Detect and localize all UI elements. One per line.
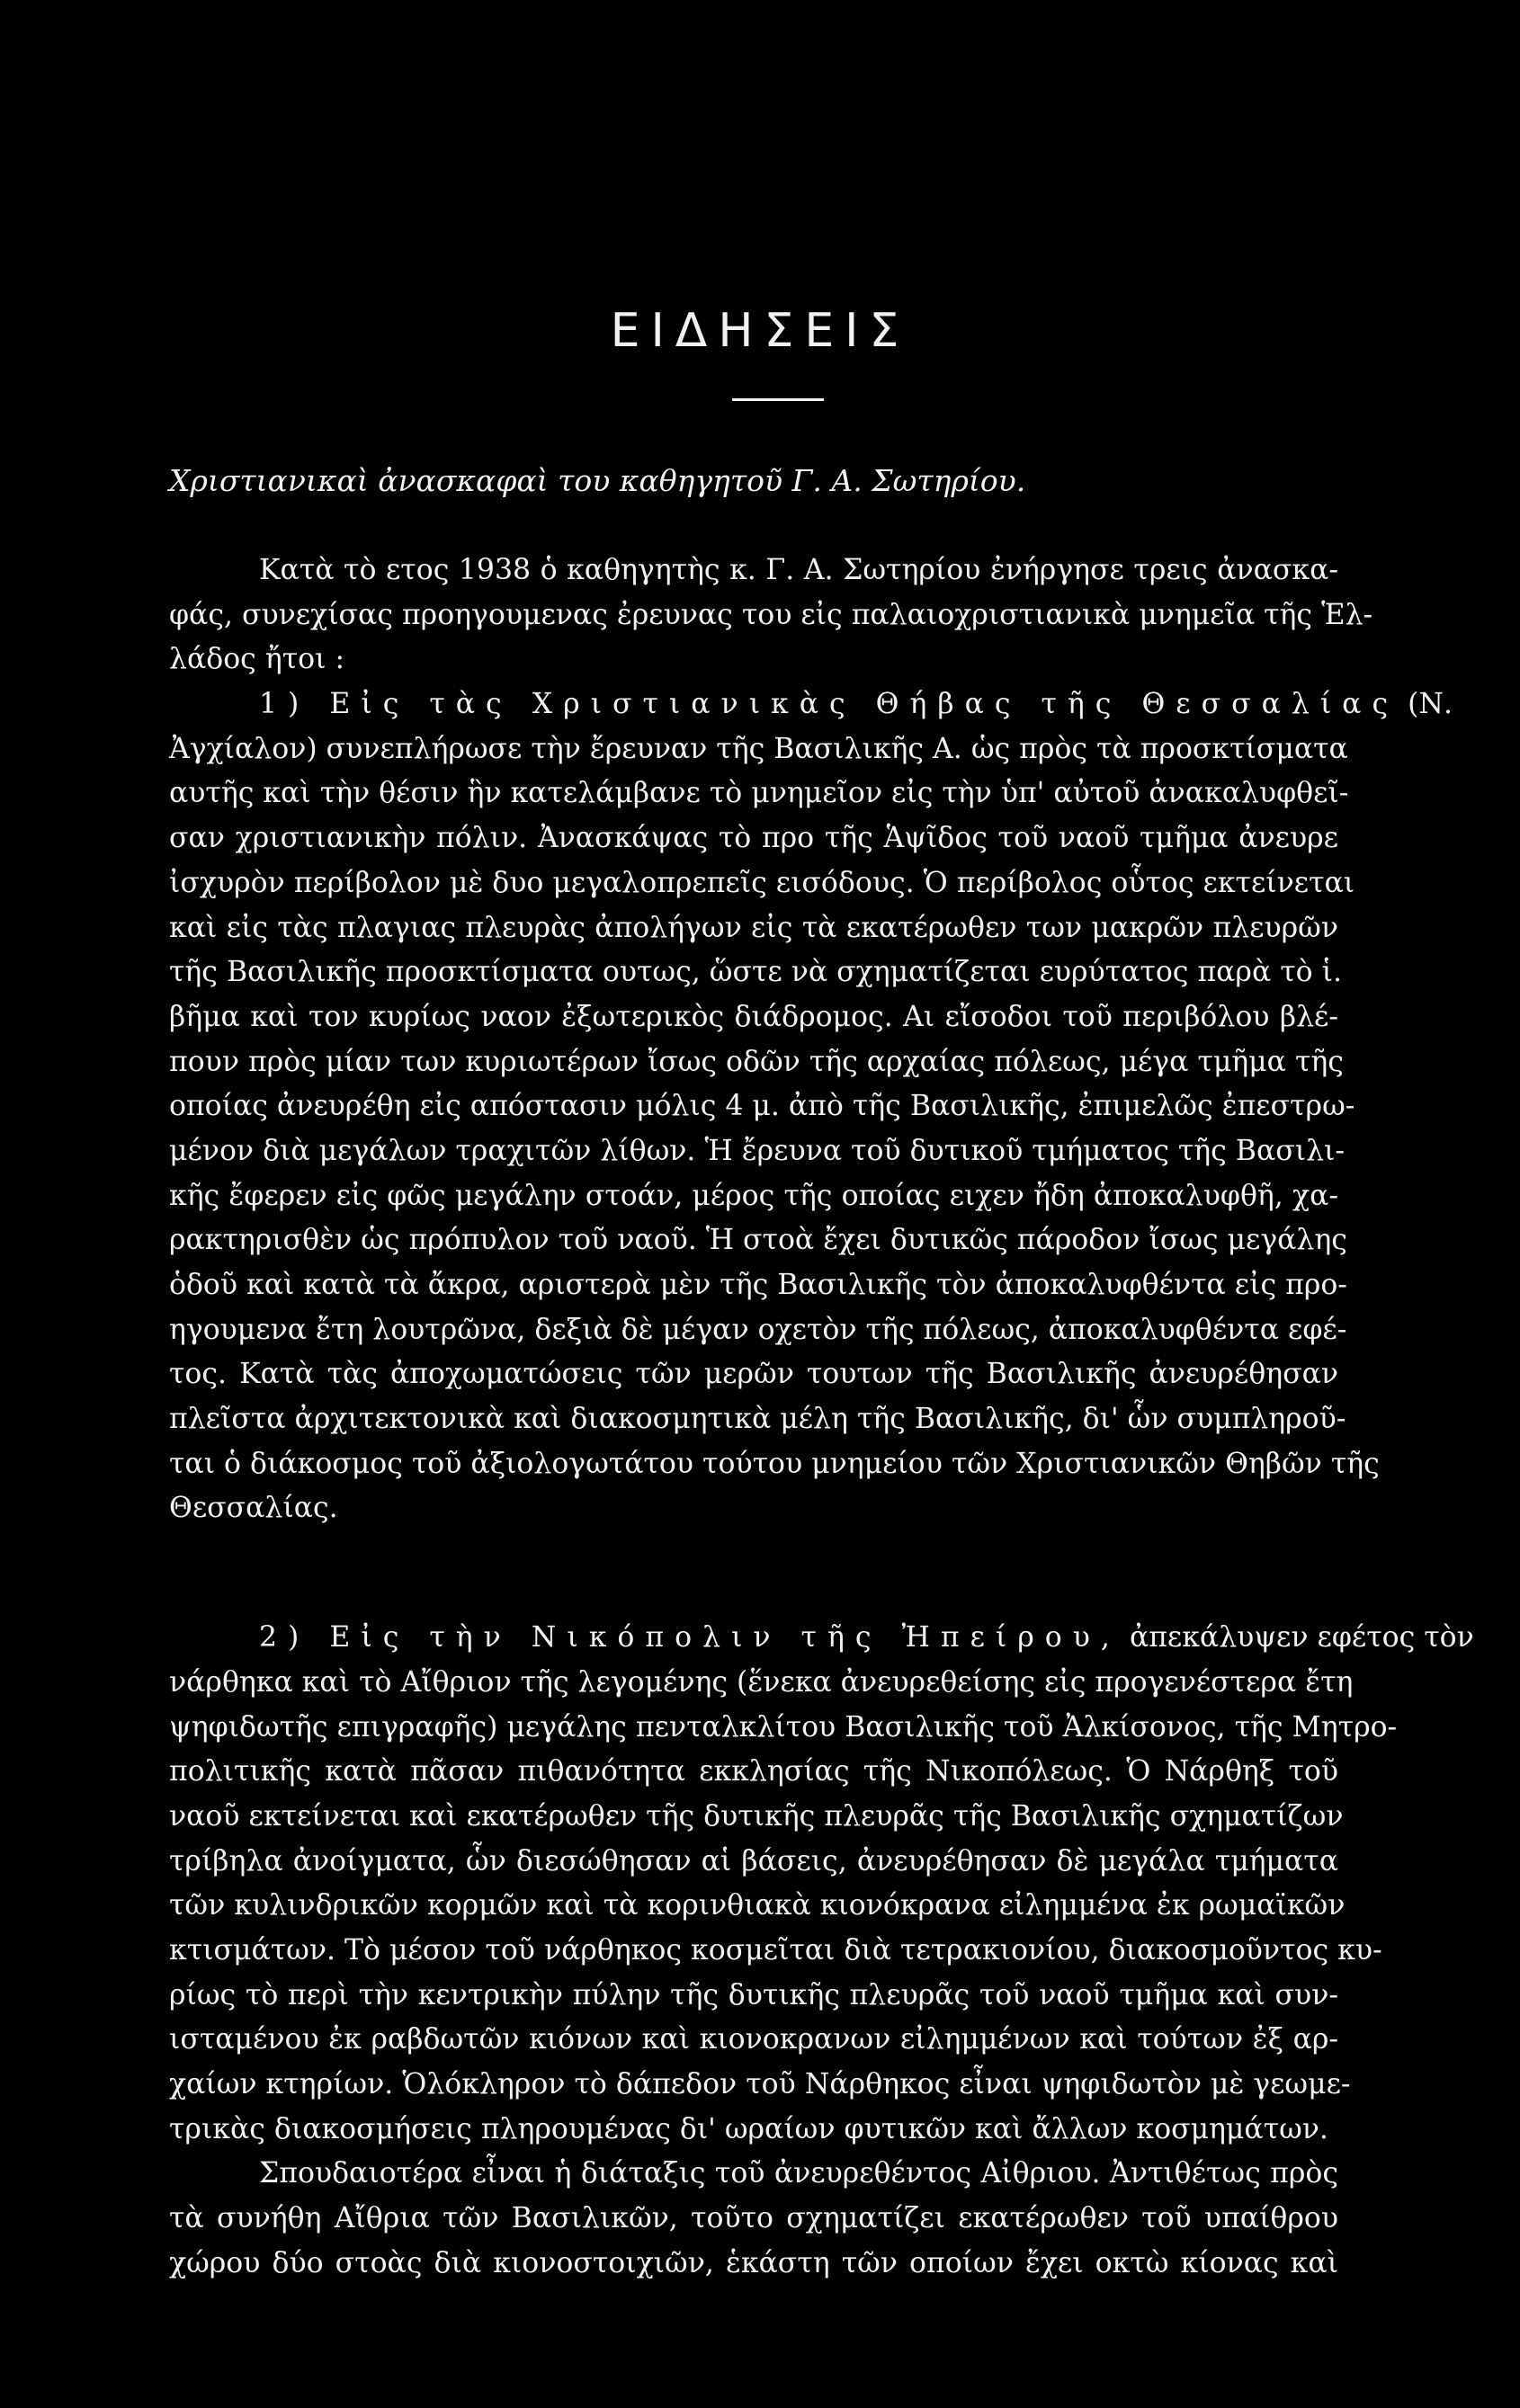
text-line: σαν χριστιανικὴν πόλιν. Ἀνασκάψας τὸ προ τῆς Ἁψῖδος τοῦ ναοῦ τμῆμα ἀνευρε: [169, 822, 1338, 855]
text-line: ρακτηρισθὲν ὡς πρόπυλον τοῦ ναοῦ. Ἡ στοὰ ἔχει δυτικῶς πάροδον ἴσως μεγάλης: [169, 1224, 1347, 1257]
text-line: ὁδοῦ καὶ κατὰ τὰ ἄκρα, αριστερὰ μὲν τῆς Βασιλικῆς τὸν ἀποκαλυφθέντα εἰς προ-: [169, 1269, 1347, 1301]
section-lead-tail-2: ἀπεκάλυψεν εφέτος τὸν: [1129, 1621, 1474, 1654]
text-line: τρικὰς διακοσμήσεις πληρουμένας δι' ωραίων φυτικῶν καὶ ἄλλων κοσμημάτων.: [169, 2112, 1328, 2145]
text-line: τρίβηλα ἀνοίγματα, ὧν διεσώθησαν αἱ βάσεις, ἀνευρέθησαν δὲ μεγάλα τμήματα: [169, 1844, 1338, 1877]
text-line: τὰ συνήθη Αἴθρια τῶν Βασιλικῶν, τοῦτο σχηματίζει εκατέρωθεν τοῦ υπαίθρου: [169, 2202, 1338, 2235]
section-lead-2: 2) Εἰς τὴν Νικόπολιν τῆς Ἠπείρου,: [259, 1621, 1121, 1654]
text-line: πολιτικῆς κατὰ πᾶσαν πιθανότητα εκκλησίας τῆς Νικοπόλεως. Ὁ Νάρθηξ τοῦ: [169, 1755, 1338, 1788]
section-lead-1: 1) Εἰς τὰς Χριστιανικὰς Θήβας τῆς Θεσσαλίας: [259, 688, 1399, 721]
title-rule: [732, 398, 824, 401]
text-line: Σπουδαιοτέρα εἶναι ἡ διάταξις τοῦ ἀνευρεθέντος Αἰθριου. Ἀντιθέτως πρὸς: [259, 2157, 1338, 2190]
text-line: τῆς Βασιλικῆς προσκτίσματα ουτως, ὥστε νὰ σχηματίζεται ευρύτατος παρὰ τὸ ἱ.: [169, 956, 1343, 989]
text-line: λάδος ἤτοι :: [169, 643, 345, 676]
section-gap: [169, 1531, 1338, 1616]
text-line: ναοῦ εκτείνεται καὶ εκατέρωθεν τῆς δυτικῆς πλευρᾶς τῆς Βασιλικῆς σχηματίζων: [169, 1799, 1344, 1833]
text-line: αυτῆς καὶ τὴν θέσιν ἣν κατελάμβανε τὸ μνημεῖον εἰς τὴν ὑπ' αὐτοῦ ἀνακαλυφθεῖ-: [169, 777, 1349, 810]
section-heading-2: [169, 1616, 1474, 1661]
text-line: ρίως τὸ περὶ τὴν κεντρικὴν πύλην τῆς δυτικῆς πλευρᾶς τοῦ ναοῦ τμῆμα καὶ συν-: [169, 1978, 1338, 2011]
section-heading-1: [169, 682, 1453, 727]
text-line: φάς, συνεχίσας προηγουμενας ἐρευνας του εἰς παλαιοχριστιανικὰ μνημεῖα τῆς Ἑλ-: [169, 598, 1373, 631]
text-line: νάρθηκα καὶ τὸ Αἴθριον τῆς λεγομένης (ἕνεκα ἀνευρεθείσης εἰς προγενέστερα ἔτη: [169, 1665, 1354, 1699]
text-line: πλεῖστα ἀρχιτεκτονικὰ καὶ διακοσμητικὰ μέλη τῆς Βασιλικῆς, δι' ὧν συμπληροῦ-: [169, 1403, 1346, 1436]
text-line: χαίων κτηρίων. Ὁλόκληρον τὸ δάπεδον τοῦ Νάρθηκος εἶναι ψηφιδωτὸν μὲ γεωμε-: [169, 2068, 1351, 2100]
text-line: οποίας ἀνευρέθη εἰς απόστασιν μόλις 4 μ. ἀπὸ τῆς Βασιλικῆς, ἐπιμελῶς ἐπεστρω-: [169, 1090, 1355, 1123]
article-body: [169, 548, 1474, 2286]
text-line: τος. Κατὰ τὰς ἀποχωματώσεις τῶν μερῶν τουτων τῆς Βασιλικῆς ἀνευρέθησαν: [169, 1358, 1338, 1391]
text-line: χώρου δύο στοὰς διὰ κιονοστοιχιῶν, ἑκάστη τῶν οποίων ἔχει οκτὼ κίονας καὶ: [169, 2246, 1338, 2279]
article-subtitle: Χριστιανικαὶ ἀνασκαφαὶ του καθηγητοῦ Γ. Α. Σωτηρίου.: [169, 463, 1026, 498]
text-line: κῆς ἔφερεν εἰς φῶς μεγάλην στοάν, μέρος τῆς οποίας ειχεν ἤδη ἀποκαλυφθῆ, χα-: [169, 1179, 1338, 1212]
text-line: ηγουμενα ἔτη λουτρῶνα, δεξιὰ δὲ μέγαν οχετὸν τῆς πόλεως, ἀποκαλυφθέντα εφέ-: [169, 1313, 1347, 1346]
text-line: ψηφιδωτῆς επιγραφῆς) μεγάλης πενταλκλίτου Βασιλικῆς τοῦ Ἀλκίσονος, τῆς Μητρο-: [169, 1710, 1398, 1744]
section-lead-tail-1: (Ν.: [1408, 688, 1453, 721]
text-line: τῶν κυλινδρικῶν κορμῶν καὶ τὰ κορινθιακὰ κιονόκρανα εἰλημμένα ἐκ ρωμαϊκῶν: [169, 1889, 1346, 1922]
text-line: ἰσχυρὸν περίβολον μὲ δυο μεγαλοπρεπεῖς εισόδους. Ὁ περίβολος οὗτος εκτείνεται: [169, 866, 1355, 899]
text-line: Κατὰ τὸ ετος 1938 ὁ καθηγητὴς κ. Γ. Α. Σωτηρίου ἐνήργησε τρεις ἀνασκα-: [259, 554, 1338, 586]
text-line: Θεσσαλίας.: [169, 1492, 338, 1525]
text-line: καὶ εἰς τὰς πλαγιας πλευρὰς ἀπολήγων εἰς τὰ εκατέρωθεν των μακρῶν πλευρῶν: [169, 911, 1338, 944]
text-line: βῆμα καὶ τον κυρίως ναον ἐξωτερικὸς διάδρομος. Αι εἴσοδοι τοῦ περιβόλου βλέ-: [169, 1000, 1338, 1033]
page-title: ΕΙΔΗΣΕΙΣ: [610, 304, 910, 358]
text-line: Ἀγχίαλον) συνεπλήρωσε τὴν ἔρευναν τῆς Βασιλικῆς Α. ὡς πρὸς τὰ προσκτίσματα: [169, 732, 1348, 765]
text-line: ται ὁ διάκοσμος τοῦ ἀξιολογωτάτου τούτου μνημείου τῶν Χριστιανικῶν Θηβῶν τῆς: [169, 1447, 1380, 1480]
text-line: πουν πρὸς μίαν των κυριωτέρων ἴσως οδῶν τῆς αρχαίας πόλεως, μέγα τμῆμα τῆς: [169, 1045, 1344, 1078]
text-line: μένον διὰ μεγάλων τραχιτῶν λίθων. Ἡ ἔρευνα τοῦ δυτικοῦ τμήματος τῆς Βασιλι-: [169, 1134, 1346, 1167]
text-line: ισταμένου ἐκ ραβδωτῶν κιόνων καὶ κιονοκρανων εἰλημμένων καὶ τούτων ἐξ αρ-: [169, 2023, 1338, 2056]
text-line: κτισμάτων. Τὸ μέσον τοῦ νάρθηκος κοσμεῖται διὰ τετρακιονίου, διακοσμοῦντος κυ-: [169, 1933, 1382, 1967]
